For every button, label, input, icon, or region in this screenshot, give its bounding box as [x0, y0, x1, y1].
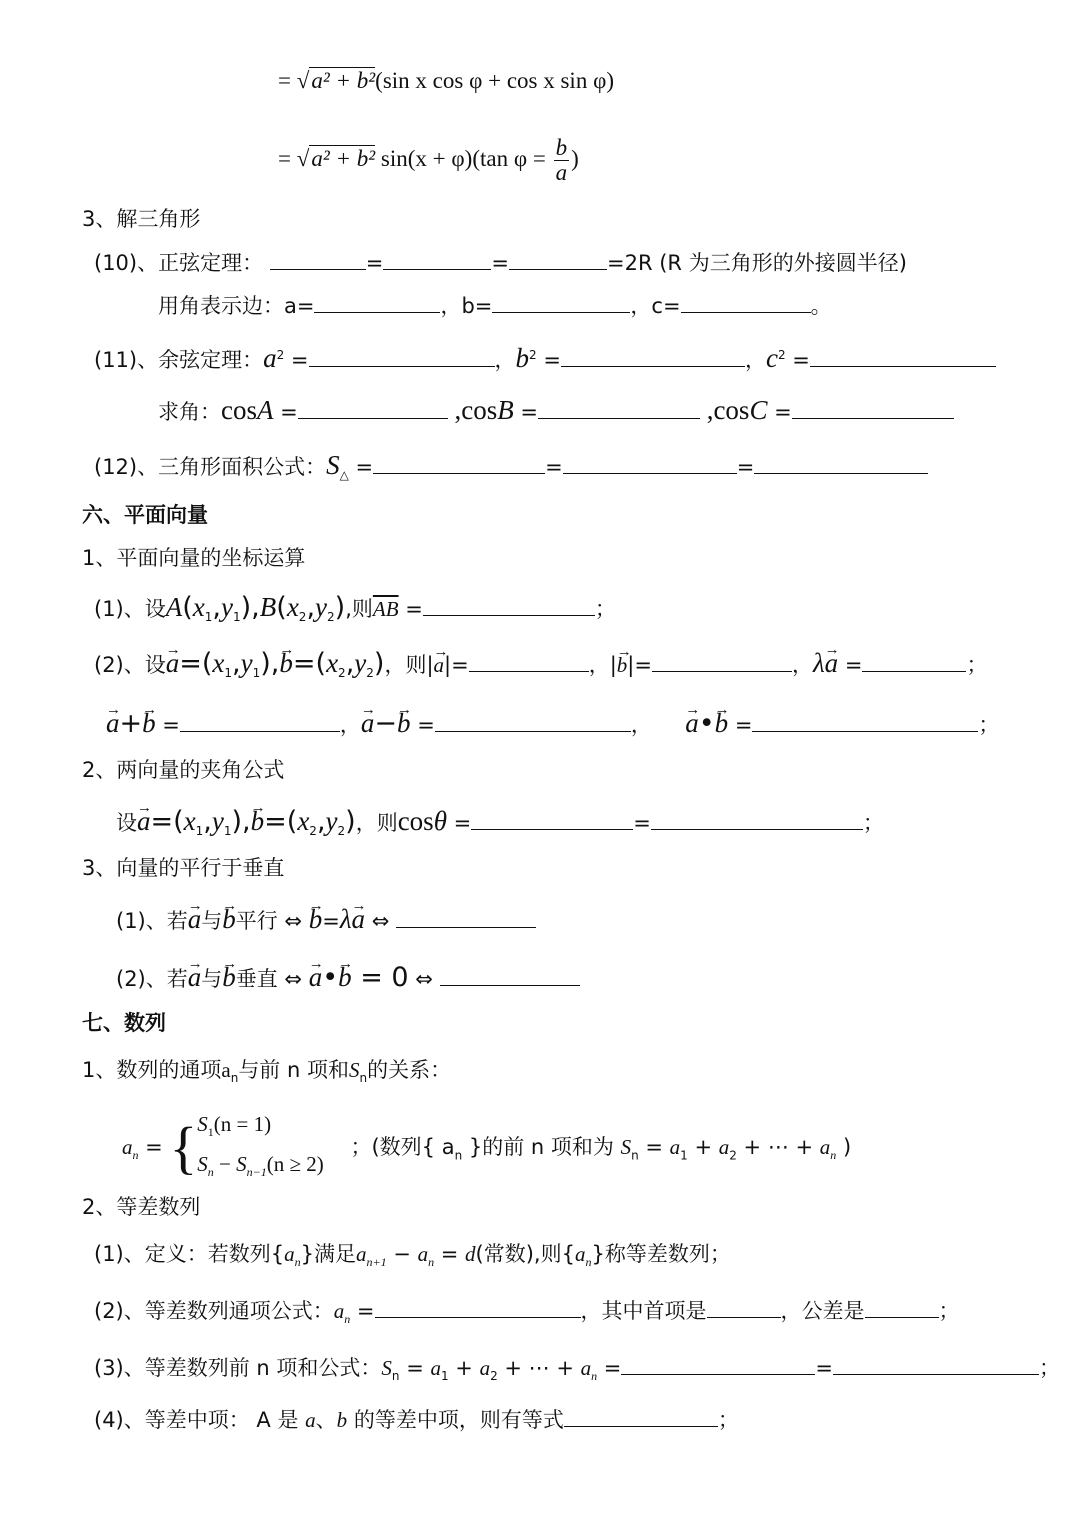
arithmetic-middle-term: (4)、等差中项： A 是 a、b 的等差中项，则有等式 ；: [94, 1404, 739, 1435]
item-10-sine-law: (10)、正弦定理： = = =2R (R 为三角形的外接圆半径): [94, 247, 907, 278]
vector-item-2: (2)、设→ $a=(x_1,y_1),\to b=(x_2,y_2)$，则|→ a|= ，|→ b|= ，λ→ a = ；: [94, 648, 987, 688]
section-7-title: 七、数列: [82, 1011, 166, 1035]
section-3-title: 3、解三角形: [82, 207, 201, 231]
arithmetic-sum: (3)、等差数列前 n 项和公式：$S_n = a_1 + a_2$ + ⋯ + $a_n$ = = ；: [94, 1352, 1060, 1391]
formula-line-2: = √a² + b² sin(x + φ)(tan φ = $\frac{b}{a}$ ): [278, 135, 579, 185]
vector-item-2-ops: → a+→ b = ，→ a−→ b = ， → a•→ b = ；: [106, 708, 999, 740]
piecewise-formula: $a_n = \{S_1(n = 1)$ $S_n - S_{n-1}(n \ge 2)$ ；(数列{ $a_n$ }的前 n 项和为 $S_n = a_1 + a_2$ + ⋯ + $a_n$ ): [122, 1112, 852, 1181]
item-11-cosine-law: (11)、余弦定理：$a^2$ = ，$b^2$ = ，$c^2$ =: [94, 340, 996, 375]
section-6-3-title: 3、向量的平行于垂直: [82, 856, 285, 880]
angle-formula: 设→ $a=(x_1,y_1),\to b=(x_2,y_2)$，则cosθ = = ；: [116, 806, 884, 846]
item-11-angles: 求角：cosA = ,cosB = ,cosC =: [158, 395, 954, 427]
perpendicular-condition: (2)、若→ a与→ b垂直 ⇔ → a•→ b = 0 ⇔: [116, 962, 580, 994]
item-10-sides: 用角表示边：a= ，b= ，c= 。: [158, 290, 832, 321]
arithmetic-general-term: (2)、等差数列通项公式：$a_n$ = ，其中首项是 ，公差是 ；: [94, 1295, 960, 1334]
parallel-condition: (1)、若→ a与→ b平行 ⇔ → b=λ→ a ⇔: [116, 904, 536, 936]
section-6-2-title: 2、两向量的夹角公式: [82, 758, 285, 782]
fraction-b-over-a: $\frac{b}{a}$: [555, 135, 568, 185]
item-12-area: (12)、三角形面积公式：$S_\triangle$ = = =: [94, 450, 928, 490]
section-6-title: 六、平面向量: [82, 503, 208, 527]
vector-item-1: (1)、设$A(x_1,y_1),B(x_2,y_2)$,则$\overline{AB}$ = ；: [94, 592, 616, 625]
sequence-relation: 1、数列的通项$a_n$与前 n 项和$S_n$的关系：: [82, 1058, 452, 1086]
arithmetic-definition: (1)、定义：若数列$\{a_n\}$满足$a_{n+1} - a_n = d$(常数),则$\{a_n\}$称等差数列；: [94, 1242, 731, 1270]
formula-line-1: = √a² + b²(sin x cos φ + cos x sin φ): [278, 68, 615, 93]
section-7-2-title: 2、等差数列: [82, 1195, 201, 1219]
section-6-1-title: 1、平面向量的坐标运算: [82, 546, 306, 570]
